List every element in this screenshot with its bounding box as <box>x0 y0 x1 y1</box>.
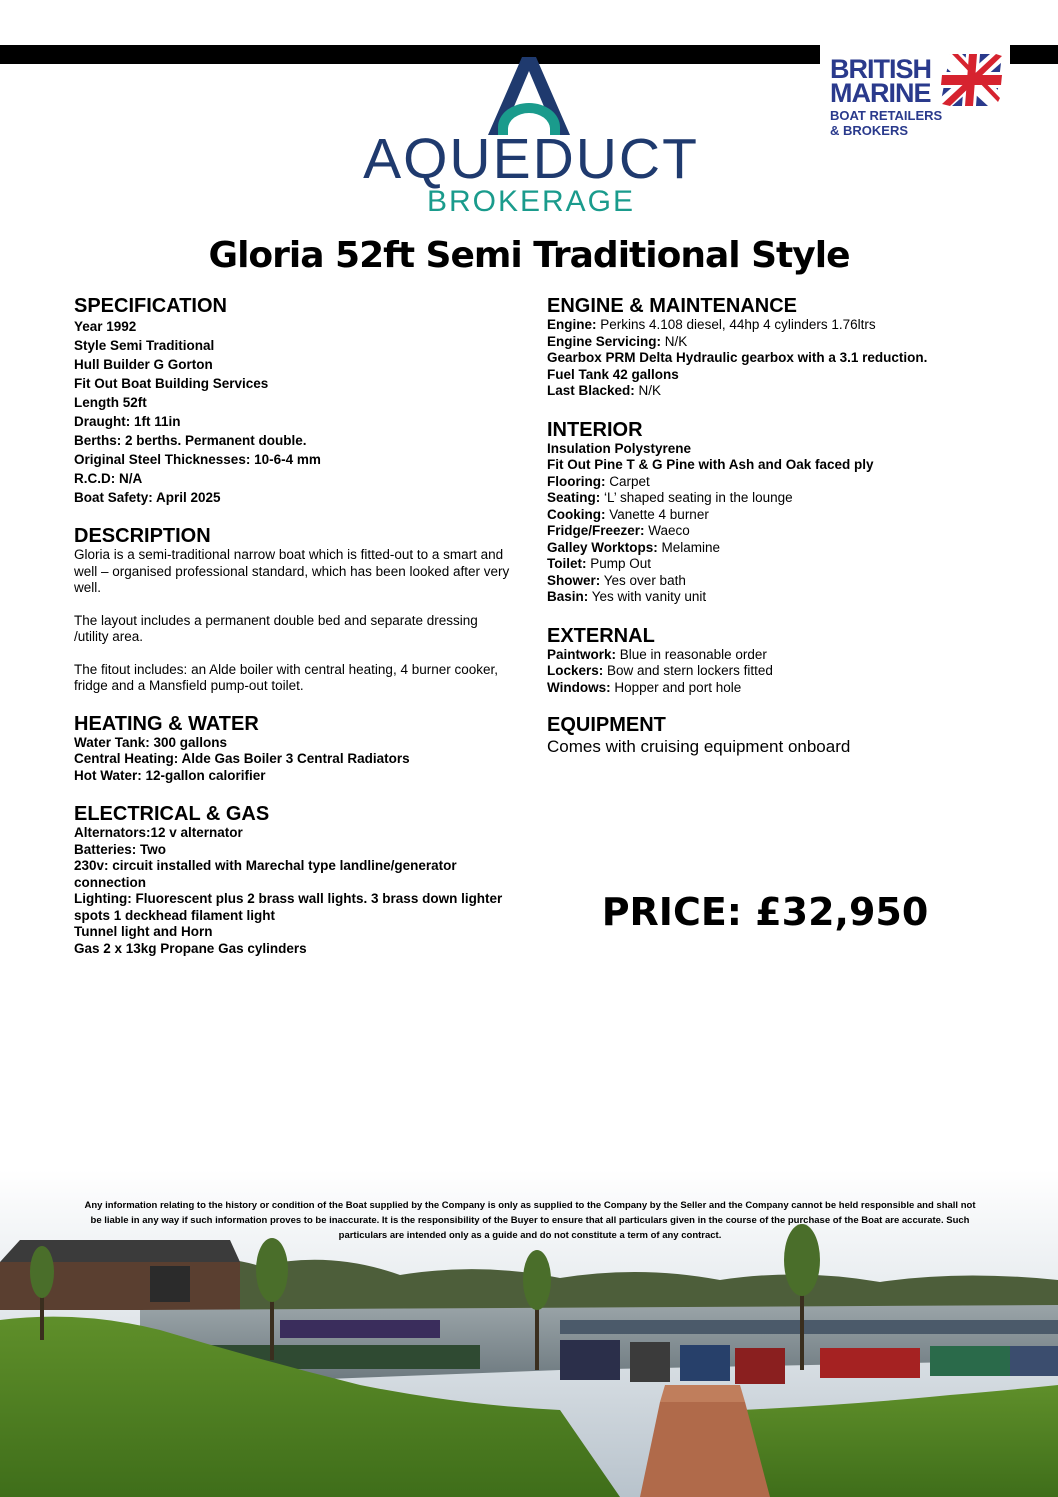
specification-section <box>74 295 514 507</box>
fuel-line: Fuel Tank 42 gallons <box>547 366 679 382</box>
header-bar-left <box>0 45 820 64</box>
right-column <box>547 295 1017 758</box>
engine-line: Engine: Perkins 4.108 diesel, 44hp 4 cylinders 1.76ltrs <box>547 317 876 332</box>
interior-item: Shower: Yes over bath <box>547 572 686 588</box>
bm-sub-text-2: & BROKERS <box>830 123 909 138</box>
description-paragraph: The layout includes a permanent double bed and separate dressing /utility area. <box>74 612 478 644</box>
spec-line: Year 1992 <box>74 319 137 334</box>
electrical-line: 230v: circuit installed with Marechal type landline/generator connection <box>74 858 457 890</box>
spec-line: Hull Builder G Gorton <box>74 357 213 372</box>
external-heading: EXTERNAL <box>547 624 655 647</box>
bm-british-text: BRITISH <box>830 54 931 84</box>
description-paragraph: The fitout includes: an Alde boiler with central heating, 4 burner cooker, fridge and a Mansfield pump-out toilet. <box>74 661 499 693</box>
electrical-line: Alternators:12 v alternator <box>74 825 243 840</box>
electrical-line: Tunnel light and Horn <box>74 924 213 939</box>
spec-line: Berths: 2 berths. Permanent double. <box>74 433 307 448</box>
external-item: Lockers: Bow and stern lockers fitted <box>547 663 773 678</box>
spec-line: Boat Safety: April 2025 <box>74 490 221 505</box>
spec-line: Original Steel Thicknesses: 10-6-4 mm <box>74 452 321 467</box>
electrical-line: Gas 2 x 13kg Propane Gas cylinders <box>74 940 307 956</box>
union-flag-icon <box>940 54 1002 106</box>
equipment-text: Comes with cruising equipment onboard <box>547 737 851 756</box>
aqueduct-company-sub: BROKERAGE <box>426 185 636 218</box>
heating-section <box>74 713 514 785</box>
price-label: PRICE: £32,950 <box>601 890 929 934</box>
spec-line: Length 52ft <box>74 395 147 410</box>
equipment-heading: EQUIPMENT <box>547 714 666 736</box>
description-heading: DESCRIPTION <box>74 525 211 547</box>
electrical-section <box>74 803 514 957</box>
description-paragraph: Gloria is a semi-traditional narrow boat which is fitted-out to a smart and well – organised professional standard, which has been looked after very well. <box>74 547 510 595</box>
interior-heading: INTERIOR <box>547 418 643 441</box>
description-section <box>74 525 514 695</box>
spec-line: Style Semi Traditional <box>74 338 215 353</box>
spec-line: Draught: 1ft 11in <box>74 414 181 429</box>
interior-item: Galley Worktops: Melamine <box>547 539 721 555</box>
engine-heading: ENGINE & MAINTENANCE <box>547 295 798 317</box>
aqueduct-arch-icon <box>488 57 570 137</box>
interior-item: Fridge/Freezer: Waeco <box>547 523 690 538</box>
spec-line: R.C.D: N/A <box>74 471 143 486</box>
heating-heading: HEATING & WATER <box>74 712 259 735</box>
header-bar-right <box>1010 45 1058 64</box>
gearbox-line: Gearbox PRM Delta Hydraulic gearbox with a 3.1 reduction. <box>547 350 928 365</box>
insulation-line: Insulation Polystyrene <box>547 440 692 456</box>
interior-section <box>547 419 1017 606</box>
heating-line: Water Tank: 300 gallons <box>74 734 228 750</box>
heating-line: Hot Water: 12-gallon calorifier <box>74 767 266 783</box>
electrical-heading: ELECTRICAL & GAS <box>74 803 270 825</box>
bm-sub-text-1: BOAT RETAILERS <box>830 108 943 123</box>
interior-item: Flooring: Carpet <box>547 473 650 489</box>
servicing-line: Engine Servicing: N/K <box>547 333 688 349</box>
specification-heading: SPECIFICATION <box>74 295 227 317</box>
equipment-section <box>547 714 1017 758</box>
page-title: Gloria 52ft Semi Traditional Style <box>208 235 850 276</box>
spec-line: Fit Out Boat Building Services <box>74 376 269 391</box>
disclaimer-text: Any information relating to the history or condition of the Boat supplied by the Company is only as supplied to the Company by the Seller and the Company cannot be held responsible and shall not be liable in any way if such information proves to be inaccurate. It is the responsibility of the Buyer to ensure that all particulars given in the course of the purchase of the Boat are accurate. Such particulars are intended only as a guide and do not constitute a term of any contract. <box>84 1200 976 1241</box>
interior-item: Basin: Yes with vanity unit <box>547 589 707 604</box>
external-section <box>547 625 1017 697</box>
british-marine-logo <box>822 48 1007 148</box>
heating-line: Central Heating: Alde Gas Boiler 3 Central Radiators <box>74 751 410 766</box>
blacked-line: Last Blacked: N/K <box>547 383 662 398</box>
external-item: Paintwork: Blue in reasonable order <box>547 646 767 662</box>
interior-item: Toilet: Pump Out <box>547 556 652 571</box>
engine-section <box>547 295 1017 400</box>
fitout-line: Fit Out Pine T & G Pine with Ash and Oak faced ply <box>547 457 874 472</box>
electrical-line: Lighting: Fluorescent plus 2 brass wall lights. 3 brass down lighter spots 1 deckhead filament light <box>74 891 503 923</box>
bm-marine-text: MARINE <box>830 78 931 108</box>
interior-item: Seating: ‘L’ shaped seating in the lounge <box>547 490 793 505</box>
electrical-line: Batteries: Two <box>74 841 167 857</box>
external-item: Windows: Hopper and port hole <box>547 679 742 695</box>
aqueduct-company-name: AQUEDUCT <box>363 127 699 191</box>
interior-item: Cooking: Vanette 4 burner <box>547 506 709 522</box>
left-column <box>74 295 514 957</box>
